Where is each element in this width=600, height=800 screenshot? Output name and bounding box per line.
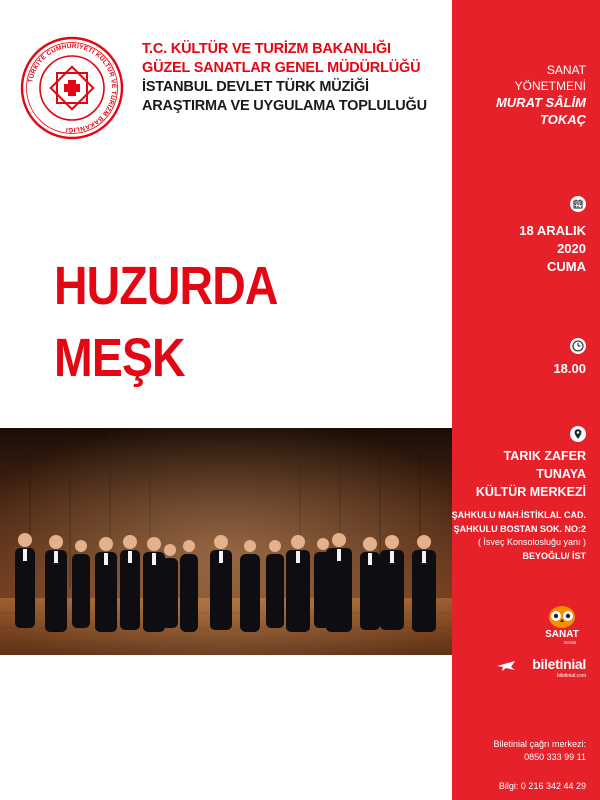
info-phone: Bilgi: 0 216 342 44 29	[498, 781, 586, 791]
director-label	[515, 62, 586, 94]
svg-text:TÜRKİYE CUMHURİYETİ KÜLTÜR VE: TÜRKİYE CUMHURİYETİ KÜLTÜR VE TURİZM BAKANLIĞI	[27, 42, 118, 134]
address-line-3: ( İsveç Konsolosluğu yanı )	[477, 537, 586, 547]
address-line-2: ŞAHKULU BOSTAN SOK. NO:2	[453, 523, 586, 534]
biletinial-url: biletinial.com	[557, 673, 586, 679]
director-name-line-1: MURAT SÂLİM	[495, 95, 586, 110]
address-line-1: ŞAHKULU MAH.İSTİKLAL CAD.	[451, 510, 586, 520]
call-center-label: Biletinial çağrı merkezi:	[493, 739, 586, 749]
date-day-month: 18 ARALIK	[519, 223, 586, 238]
venue-address	[452, 509, 586, 563]
address-line-4: BEYOĞLU/ İST	[522, 550, 586, 561]
ministry-line-3: İSTANBUL DEVLET TÜRK MÜZİĞİ	[142, 79, 369, 95]
svg-text:SANAT: SANAT	[545, 629, 579, 640]
ministry-seal-logo	[20, 36, 124, 140]
director-name-line-2: TOKAÇ	[540, 112, 586, 127]
calendar-icon	[570, 196, 586, 212]
ministry-line-1: T.C. KÜLTÜR VE TURİZM BAKANLIĞI	[142, 41, 391, 57]
ensemble-photo	[0, 428, 452, 655]
date-year: 2020	[557, 241, 586, 256]
call-center-number: 0850 333 99 11	[524, 752, 586, 762]
ministry-line-4: ARAŞTIRMA VE UYGULAMA TOPLULUĞU	[142, 98, 427, 114]
concert-title	[54, 250, 278, 394]
director-label-line-2: YÖNETMENİ	[514, 79, 586, 93]
event-time: 18.00	[553, 361, 586, 376]
sanat-gezisi-logo	[540, 603, 584, 647]
date-weekday: CUMA	[547, 259, 586, 274]
venue-line-1: TARIK ZAFER	[503, 449, 586, 463]
venue-line-2: TUNAYA	[536, 467, 586, 481]
svg-text:Gezisi: Gezisi	[563, 640, 577, 645]
event-date	[519, 222, 586, 276]
clock-icon	[570, 338, 586, 354]
biletinial-logo	[466, 656, 586, 684]
title-line-2: MEŞK	[54, 328, 185, 388]
call-center	[493, 738, 586, 764]
director-label-line-1: SANAT	[546, 63, 586, 77]
venue-name	[476, 447, 586, 501]
ministry-line-2: GÜZEL SANATLAR GENEL MÜDÜRLÜĞÜ	[142, 60, 421, 76]
biletinial-wordmark: biletinial	[532, 656, 586, 672]
venue-line-3: KÜLTÜR MERKEZİ	[475, 485, 586, 499]
info-sidebar	[452, 0, 600, 800]
plane-icon	[496, 658, 516, 672]
ministry-header	[142, 40, 442, 116]
director-name	[496, 94, 586, 128]
location-pin-icon	[570, 426, 586, 442]
title-line-1: HUZURDA	[54, 256, 278, 316]
